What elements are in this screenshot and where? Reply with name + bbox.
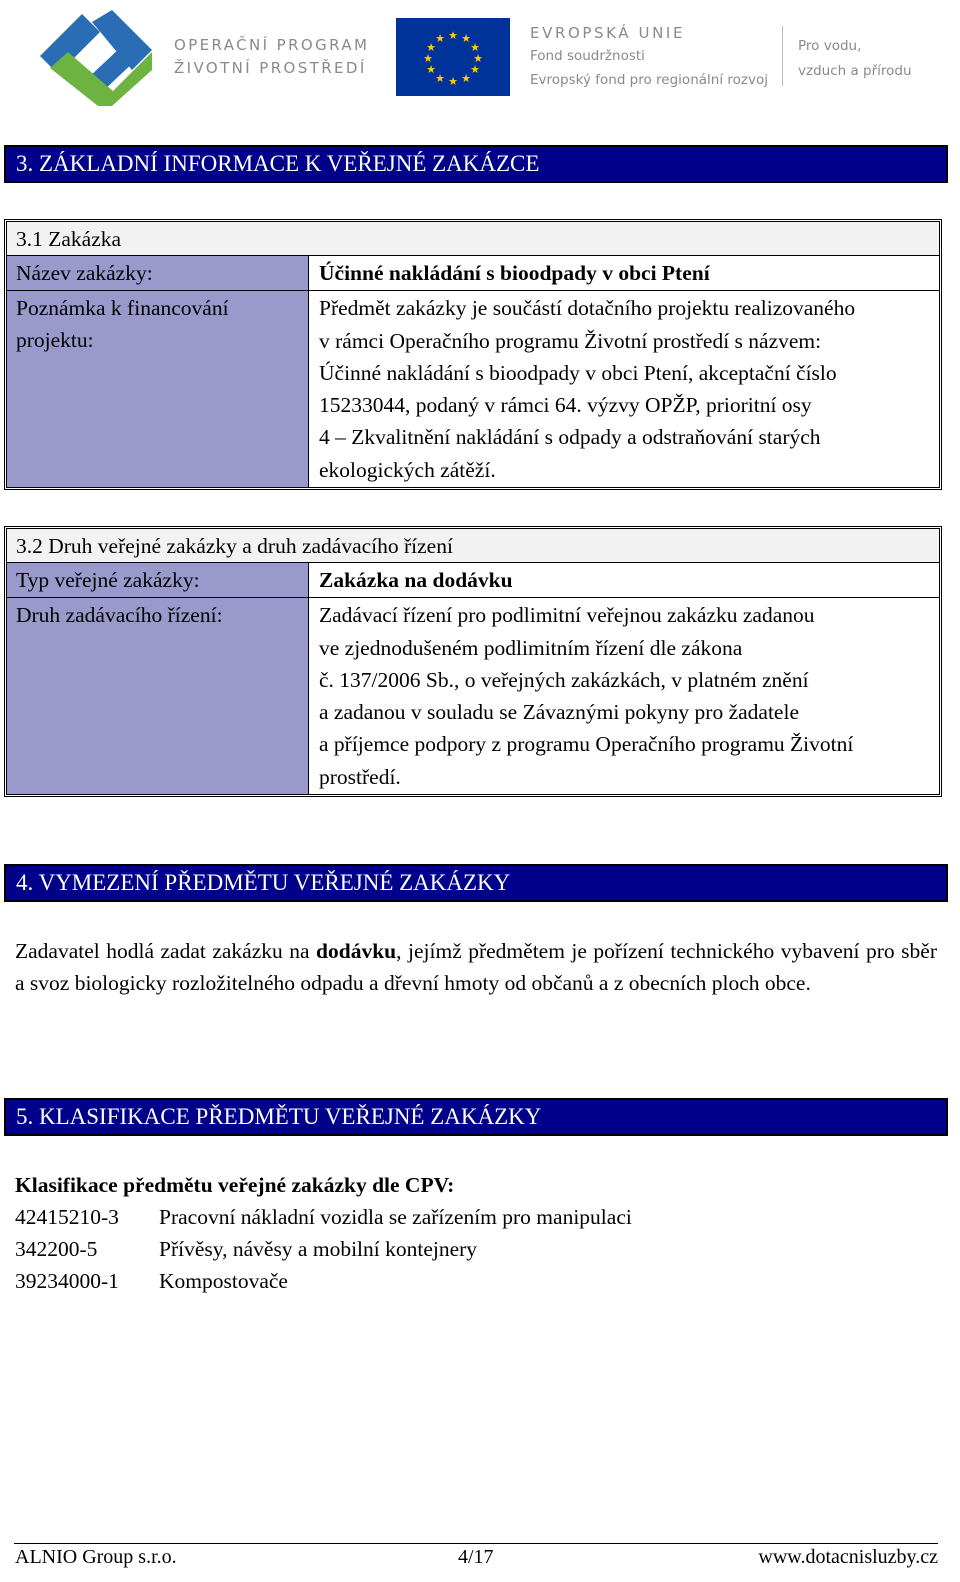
section-4-paragraph (15, 935, 937, 999)
eu-title: EVROPSKÁ UNIE (530, 24, 686, 42)
para-text: , jejímž předmětem je pořízení technického vybavení pro sběr a svoz biologicky rozložitelného odpadu a dřevní hmoty od občanů a z obecních ploch obce. (15, 939, 937, 995)
svg-text:★: ★ (473, 52, 483, 65)
value-line: a zadanou v souladu se Závaznými pokyny pro žadatele (319, 700, 799, 725)
section-5-heading: 5. KLASIFIKACE PŘEDMĚTU VEŘEJNÉ ZAKÁZKY (4, 1098, 948, 1136)
cpv-code: 342200-5 (15, 1237, 98, 1261)
header-divider (782, 26, 783, 86)
svg-text:★: ★ (470, 41, 480, 54)
value-line: Zakázka na dodávku (319, 568, 513, 592)
value-line: ekologických zátěží. (319, 457, 496, 482)
value-druh-rizeni (309, 598, 939, 794)
value-line: prostředí. (319, 764, 401, 789)
opzp-logo-icon (36, 10, 156, 106)
cpv-heading: Klasifikace předmětu veřejné zakázky dle CPV: (15, 1173, 455, 1197)
label-line: Poznámka k financování (16, 296, 229, 321)
table-3-2-heading: 3.2 Druh veřejné zakázky a druh zadávacího řízení (7, 529, 939, 563)
svg-text:★: ★ (435, 72, 445, 85)
table-3-2 (4, 526, 942, 797)
table-3-1 (4, 219, 942, 490)
cpv-code: 39234000-1 (15, 1269, 119, 1293)
value-line: Předmět zakázky je součástí dotačního projektu realizovaného (319, 296, 856, 321)
value-line: a příjemce podpory z programu Operačního programu Životní (319, 732, 854, 757)
op-program-name (174, 34, 369, 80)
cpv-description: Pracovní nákladní vozidla se zařízením pro manipulaci (159, 1205, 632, 1229)
eu-flag-icon (396, 18, 510, 96)
svg-text:★: ★ (426, 41, 436, 54)
cpv-code: 42415210-3 (15, 1205, 119, 1229)
svg-text:★: ★ (423, 52, 433, 65)
section-3-heading: 3. ZÁKLADNÍ INFORMACE K VEŘEJNÉ ZAKÁZCE (4, 145, 948, 183)
section-4-heading: 4. VYMEZENÍ PŘEDMĚTU VEŘEJNÉ ZAKÁZKY (4, 864, 948, 902)
footer-page-number: 4/17 (458, 1546, 494, 1568)
value-poznamka-financovani (309, 291, 939, 487)
label-line: projektu: (16, 328, 94, 353)
svg-text:★: ★ (461, 72, 471, 85)
label-druh-rizeni: Druh zadávacího řízení: (7, 598, 309, 794)
value-line: Účinné nakládání s bioodpady v obci Ptení (319, 261, 710, 285)
table-row (7, 563, 939, 597)
table-row (7, 597, 939, 794)
table-row (7, 290, 939, 487)
value-line: v rámci Operačního programu Životní prostředí s názvem: (319, 328, 822, 353)
label-nazev-zakazky: Název zakázky: (7, 256, 309, 290)
tagline-line-2: vzduch a přírodu (798, 63, 912, 79)
svg-text:★: ★ (426, 63, 436, 76)
eu-fund-regional: Evropský fond pro regionální rozvoj (530, 72, 768, 88)
value-line: Účinné nakládání s bioodpady v obci Ptení, akceptační číslo (319, 360, 837, 385)
value-typ-zakazky (309, 563, 939, 597)
svg-text:★: ★ (435, 32, 445, 45)
value-line: č. 137/2006 Sb., o veřejných zakázkách, v platném znění (319, 667, 809, 692)
svg-text:★: ★ (448, 29, 458, 42)
eu-text-block (530, 22, 768, 92)
label-poznamka-financovani (7, 291, 309, 487)
table-row (7, 256, 939, 290)
op-line-1: OPERAČNÍ PROGRAM (174, 36, 370, 54)
value-line: Zadávací řízení pro podlimitní veřejnou zakázku zadanou (319, 603, 815, 628)
cpv-description: Přívěsy, návěsy a mobilní kontejnery (159, 1237, 478, 1261)
cpv-description: Kompostovače (159, 1269, 288, 1293)
para-text: Zadavatel hodlá zadat zakázku na (15, 939, 317, 963)
op-line-2: ŽIVOTNÍ PROSTŘEDÍ (174, 59, 367, 77)
svg-text:★: ★ (470, 63, 480, 76)
value-nazev-zakazky (309, 256, 939, 290)
para-bold-dodavka: dodávku (316, 939, 397, 963)
value-line: 4 – Zkvalitnění nakládání s odpady a odstraňování starých (319, 425, 821, 450)
footer-company: ALNIO Group s.r.o. (15, 1546, 177, 1568)
tagline-line-1: Pro vodu, (798, 38, 862, 54)
list-item (15, 1233, 477, 1265)
value-line: ve zjednodušeném podlimitním řízení dle zákona (319, 635, 743, 660)
eu-fund-cohesion: Fond soudržnosti (530, 48, 645, 64)
tagline (798, 34, 912, 84)
svg-text:★: ★ (448, 75, 458, 88)
footer-website-link[interactable]: www.dotacnisluzby.cz (758, 1546, 938, 1568)
svg-text:★: ★ (461, 32, 471, 45)
list-item (15, 1265, 288, 1297)
label-typ-zakazky: Typ veřejné zakázky: (7, 563, 309, 597)
value-line: 15233044, podaný v rámci 64. výzvy OPŽP, prioritní osy (319, 393, 812, 418)
list-item (15, 1201, 632, 1233)
table-3-1-heading: 3.1 Zakázka (7, 222, 939, 256)
